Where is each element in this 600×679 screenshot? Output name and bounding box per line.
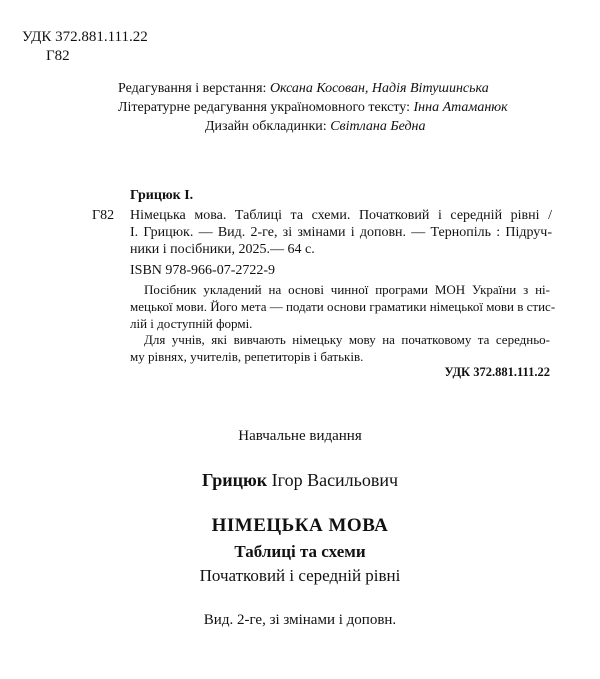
edition-type: Навчальне видання: [238, 428, 362, 444]
catalog-abstract-line: лій і доступній формі.: [130, 316, 253, 331]
catalog-abstract-line: мецької мови. Його мета — подати основи граматики німецької мови в стис-: [130, 299, 556, 314]
catalog-code: Г82: [92, 208, 115, 223]
credit-cover-name: Світлана Бедна: [330, 119, 426, 134]
credit-editing-label: Редагування і верстання:: [118, 81, 267, 96]
credit-literary: [118, 99, 508, 116]
catalog-abstract: [130, 281, 556, 332]
bbk-code: Г82: [46, 48, 70, 64]
catalog-audience: [130, 331, 550, 365]
imprint-author-surname: Грицюк: [201, 470, 268, 490]
catalog-desc-line: І. Грицюк. — Вид. 2-ге, зі змінами і доповн. — Тернопіль : Підруч-: [130, 225, 552, 240]
catalog-desc-line: ники і посібники, 2025.— 64 с.: [130, 242, 315, 257]
edition-info: Вид. 2-ге, зі змінами і доповн.: [203, 612, 397, 628]
catalog-author: Грицюк І.: [130, 188, 194, 203]
credit-cover-label: Дизайн обкладинки:: [205, 119, 327, 134]
credit-editing: [118, 80, 489, 97]
catalog-desc-line: Німецька мова. Таблиці та схеми. Початковий і середній рівні /: [130, 208, 552, 223]
credit-literary-label: Літературне редагування україномовного тексту:: [118, 100, 411, 115]
book-title: НІМЕЦЬКА МОВА: [211, 515, 389, 536]
catalog-audience-line: му рівнях, учителів, репетиторів і батьків.: [130, 349, 364, 364]
credit-literary-name: Інна Атаманюк: [413, 100, 508, 115]
imprint-author: [0, 470, 600, 491]
imprint-author-given: Ігор Васильович: [271, 470, 399, 490]
udk-code: УДК 372.881.111.22: [22, 29, 148, 45]
catalog-abstract-line: Посібник укладений на основі чинної програми МОН України з ні-: [144, 282, 550, 297]
book-level: Початковий і середній рівні: [199, 566, 401, 585]
credit-cover: [205, 118, 425, 135]
catalog-udk: УДК 372.881.111.22: [444, 365, 550, 379]
credit-editing-names: Оксана Косован, Надія Вітушинська: [269, 81, 489, 96]
catalog-isbn: ISBN 978-966-07-2722-9: [130, 263, 276, 278]
catalog-audience-line: Для учнів, які вивчають німецьку мову на початковому та середньо-: [144, 332, 550, 347]
book-subtitle: Таблиці та схеми: [234, 542, 366, 561]
catalog-description: [130, 207, 552, 258]
